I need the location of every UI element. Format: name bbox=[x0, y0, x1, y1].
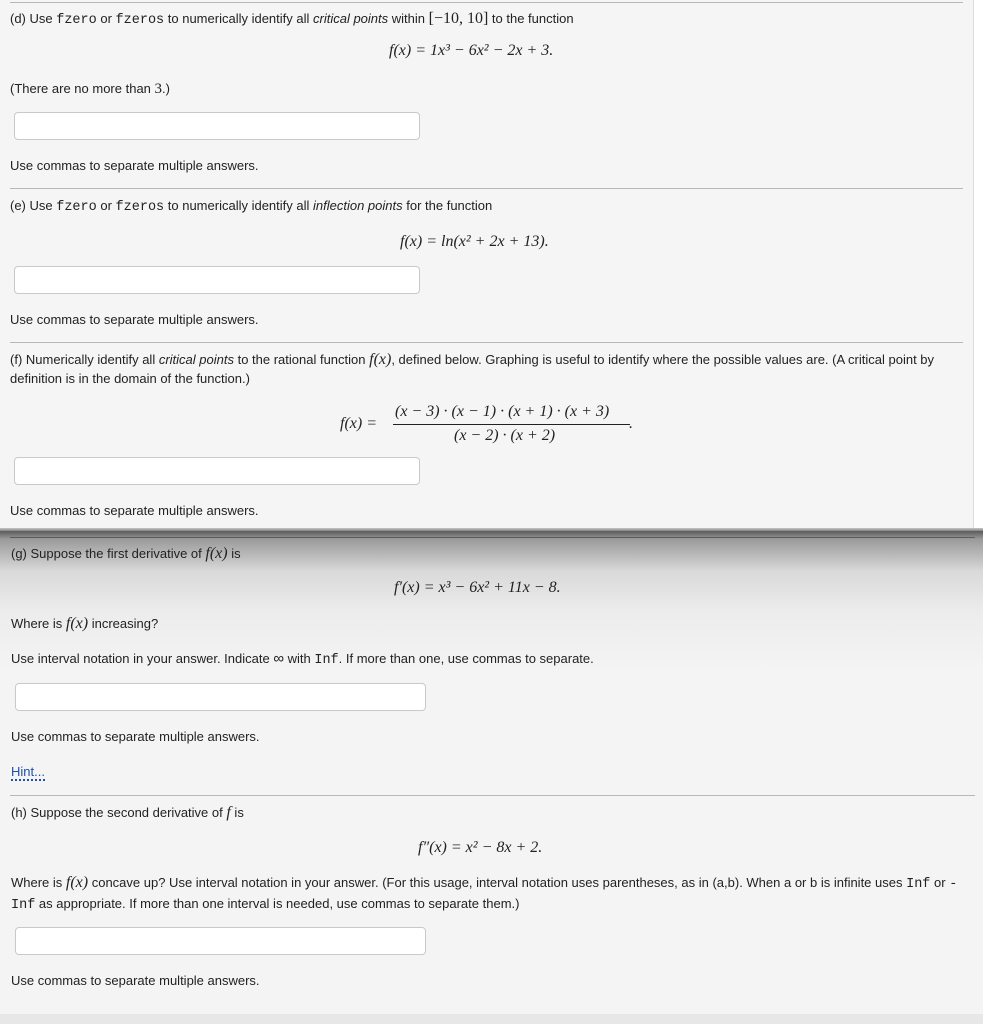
part-h-prompt: (h) Suppose the second derivative of f is bbox=[11, 804, 244, 821]
part-h-answer-input[interactable] bbox=[15, 927, 426, 955]
part-g-question: Where is f(x) increasing? bbox=[11, 615, 159, 632]
part-e-prompt: (e) Use fzero or fzeros to numerically identify all inflection points for the function bbox=[10, 198, 493, 215]
divider bbox=[10, 2, 963, 3]
part-g-answer-input[interactable] bbox=[15, 683, 426, 711]
divider bbox=[10, 342, 963, 343]
part-g-equation: f′(x) = x³ − 6x² + 11x − 8. bbox=[394, 579, 561, 596]
part-f-denominator: (x − 2) · (x + 2) bbox=[454, 427, 556, 444]
part-h-help-text: Use commas to separate multiple answers. bbox=[11, 973, 260, 988]
part-d-prompt: (d) Use fzero or fzeros to numerically identify all critical points within [−10, 10] to the function bbox=[10, 10, 574, 28]
part-f-period: . bbox=[629, 415, 633, 432]
part-g-prompt: (g) Suppose the first derivative of f(x) is bbox=[11, 545, 241, 562]
part-h-equation: f″(x) = x² − 8x + 2. bbox=[418, 839, 543, 856]
bottom-strip bbox=[0, 1014, 983, 1024]
part-d-note: (There are no more than 3.) bbox=[10, 81, 170, 97]
divider bbox=[10, 537, 975, 538]
part-f-lhs: f(x) = bbox=[340, 415, 377, 432]
part-f-fraction-bar bbox=[393, 424, 630, 425]
divider bbox=[10, 795, 975, 796]
part-f-numerator: (x − 3) · (x − 1) · (x + 1) · (x + 3) bbox=[395, 403, 610, 420]
part-f-prompt: (f) Numerically identify all critical points to the rational function f(x), defined below. Graphing is useful to identify where the possible values are. (A critical point by definition is in the domain of the function.) bbox=[10, 351, 935, 386]
part-d-equation: f(x) = 1x³ − 6x² − 2x + 3. bbox=[389, 42, 554, 59]
part-d-help-text: Use commas to separate multiple answers. bbox=[10, 158, 259, 173]
part-e-equation: f(x) = ln(x² + 2x + 13). bbox=[400, 233, 549, 250]
part-h-question: Where is f(x) concave up? Use interval notation in your answer. (For this usage, interval notation uses parentheses, as in (a,b). When a or b is infinite uses Inf or -Inf as appropriate. If more than one interval is needed, use commas to separate them.) bbox=[11, 874, 958, 913]
part-f-help-text: Use commas to separate multiple answers. bbox=[10, 503, 259, 518]
part-g-hint-link[interactable]: Hint... bbox=[11, 764, 45, 779]
part-e-help-text: Use commas to separate multiple answers. bbox=[10, 312, 259, 327]
part-g-instructions: Use interval notation in your answer. Indicate ∞ with Inf. If more than one, use commas to separate. bbox=[11, 650, 594, 668]
part-f-answer-input[interactable] bbox=[14, 457, 420, 485]
part-d-answer-input[interactable] bbox=[14, 112, 420, 140]
part-e-answer-input[interactable] bbox=[14, 266, 420, 294]
divider bbox=[10, 188, 963, 189]
part-g-help-text: Use commas to separate multiple answers. bbox=[11, 729, 260, 744]
